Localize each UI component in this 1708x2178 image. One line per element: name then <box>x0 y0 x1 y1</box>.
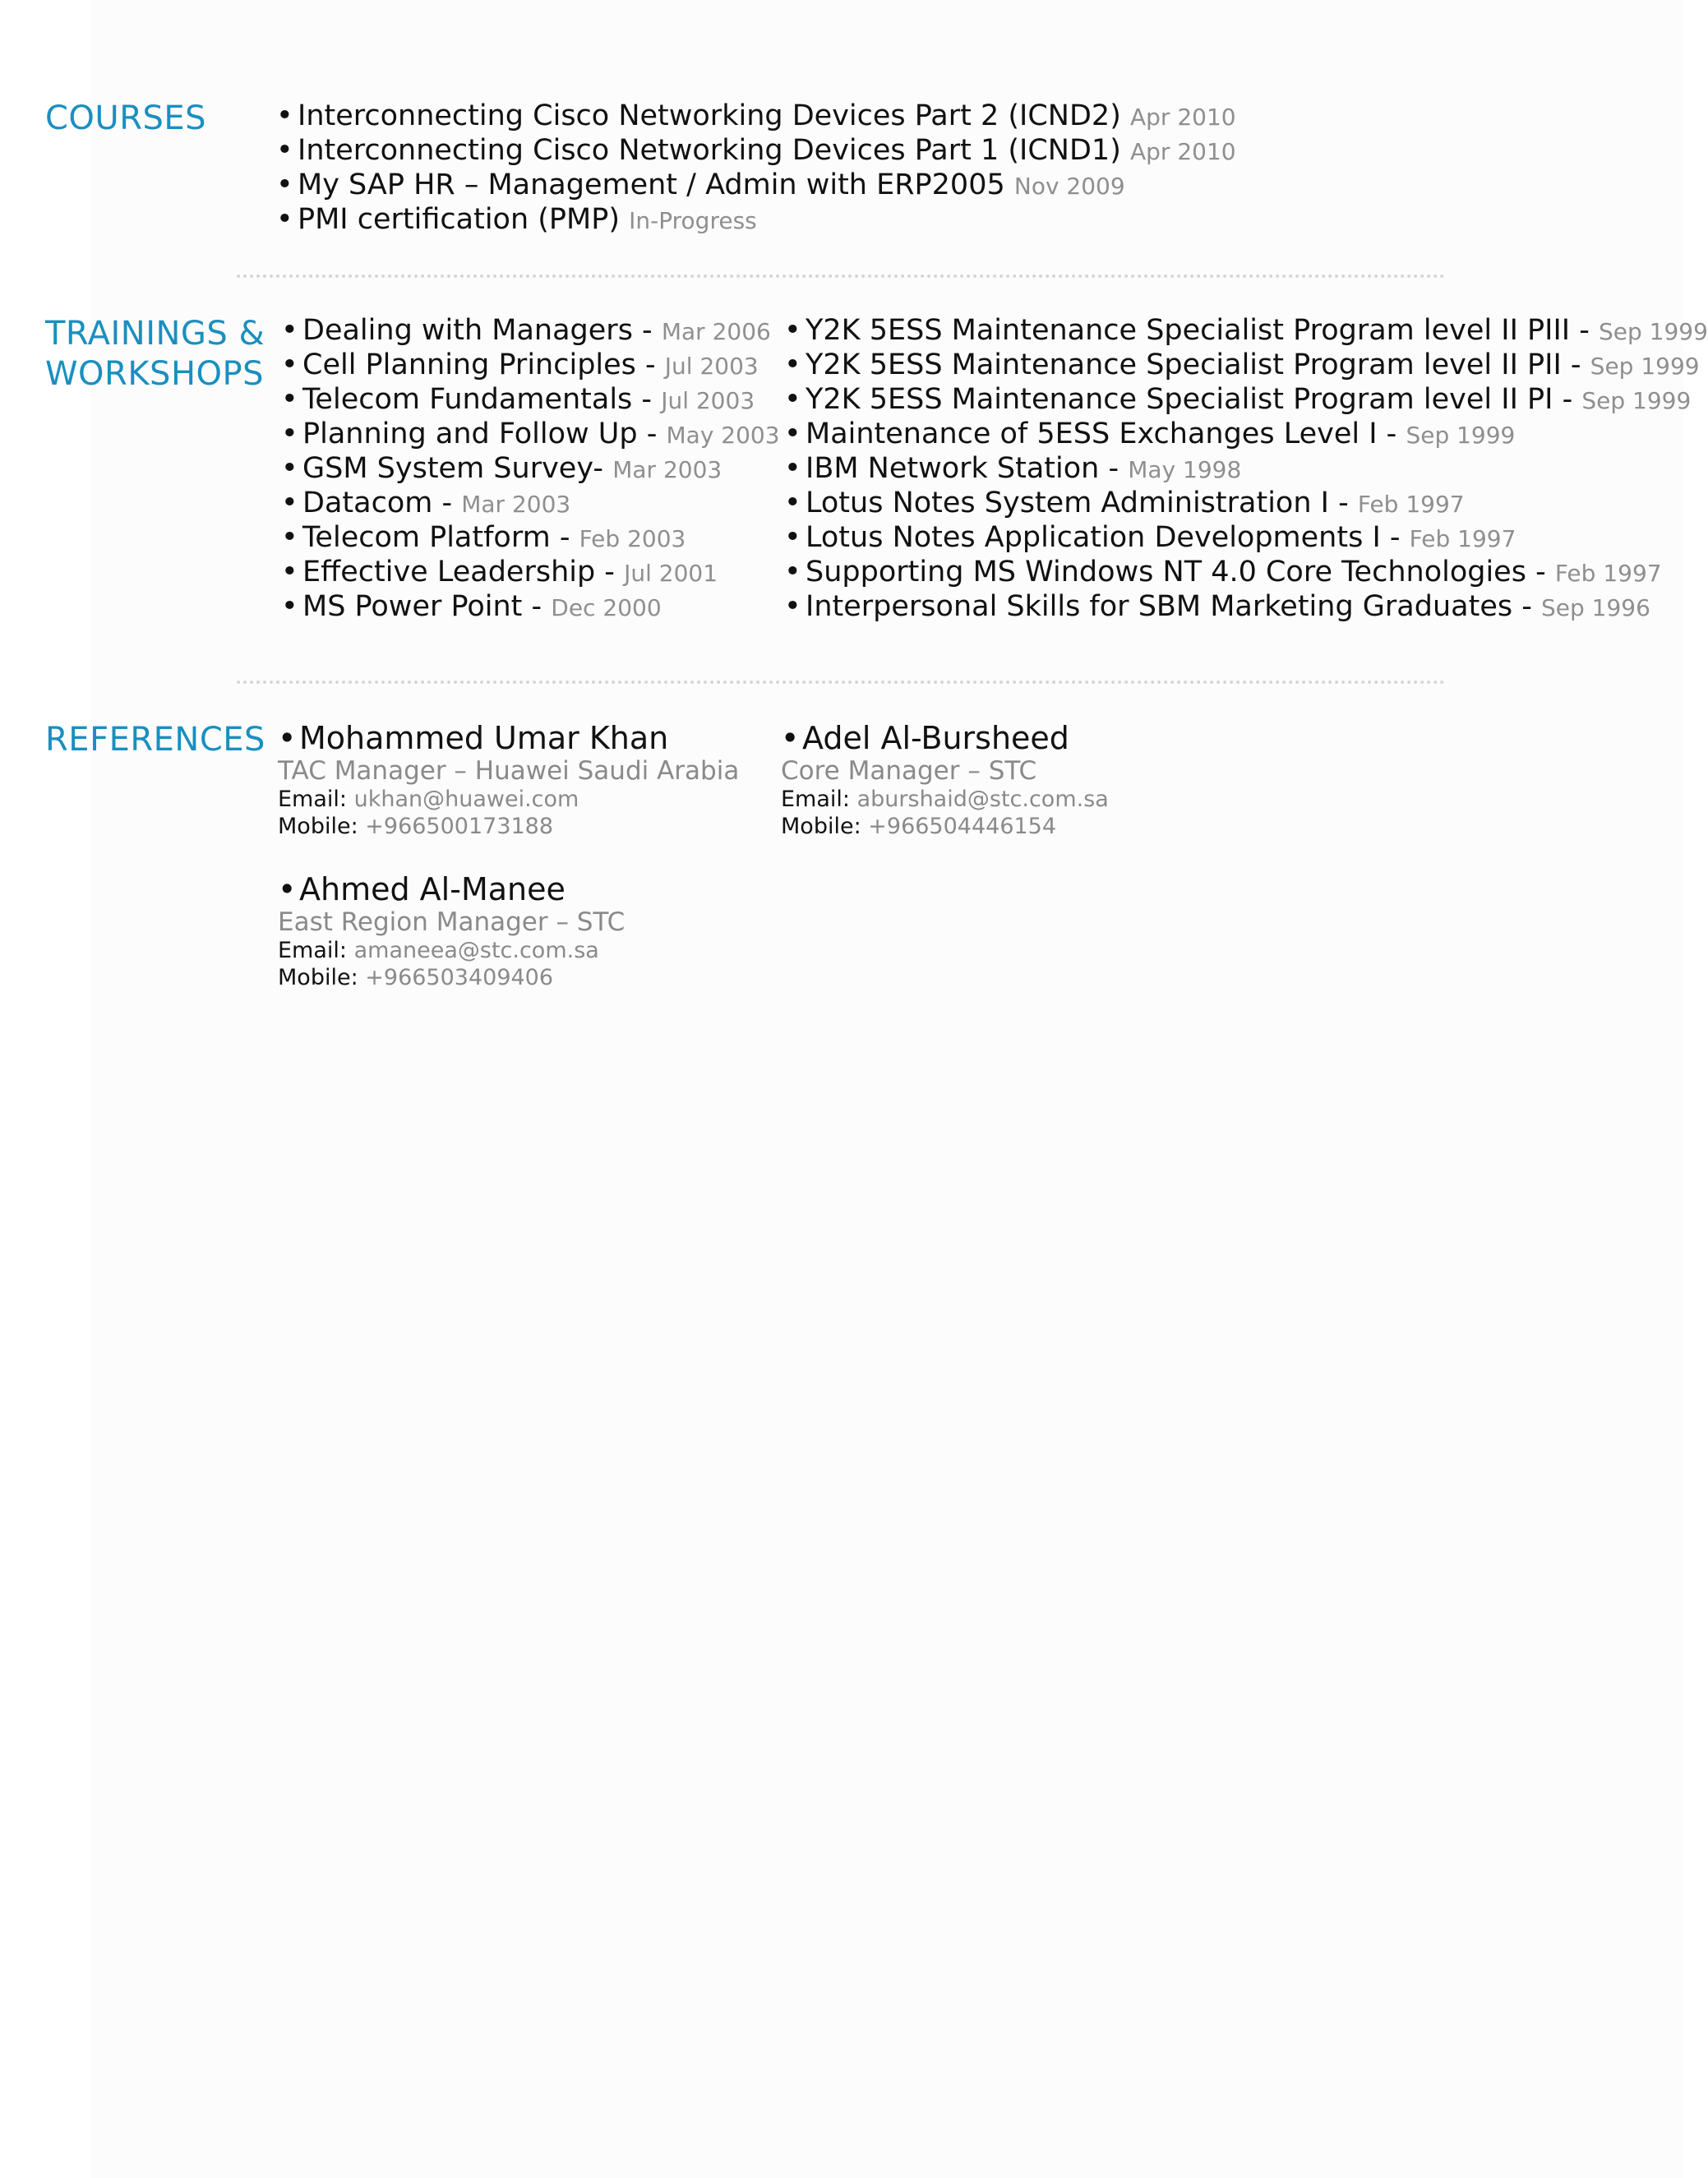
trainings-list-left <box>281 314 780 625</box>
training-title: Supporting MS Windows NT 4.0 Core Technologies - <box>806 556 1546 588</box>
course-date: Apr 2010 <box>1130 104 1236 131</box>
training-date: Mar 2003 <box>612 456 722 483</box>
training-date: Jul 2001 <box>624 560 718 587</box>
training-title: Y2K 5ESS Maintenance Specialist Program level II PIII - <box>806 314 1590 347</box>
reference-name-line <box>278 720 739 756</box>
bullet-icon: • <box>281 383 298 416</box>
bullet-icon: • <box>784 556 801 588</box>
reference-email: aburshaid@stc.com.sa <box>856 787 1109 812</box>
reference-name: Adel Al-Bursheed <box>802 720 1069 756</box>
training-title: Effective Leadership - <box>302 556 615 588</box>
reference-name-line <box>278 871 625 907</box>
training-title: Planning and Follow Up - <box>302 418 658 450</box>
list-item <box>281 452 780 487</box>
course-title: Interconnecting Cisco Networking Devices Part 2 (ICND2) <box>298 99 1121 132</box>
training-title: Interpersonal Skills for SBM Marketing Graduates - <box>806 590 1532 623</box>
training-title: Maintenance of 5ESS Exchanges Level I - <box>806 418 1397 450</box>
trainings-heading <box>45 314 265 395</box>
section-divider <box>237 681 1445 684</box>
training-date: May 1998 <box>1128 456 1242 483</box>
reference-role: Core Manager – STC <box>781 756 1037 786</box>
training-date: Mar 2006 <box>661 318 771 345</box>
training-title: Y2K 5ESS Maintenance Specialist Program level II PI - <box>806 383 1573 416</box>
section-divider <box>237 275 1445 278</box>
training-date: Dec 2000 <box>551 594 662 621</box>
reference-email: ukhan@huawei.com <box>353 787 579 812</box>
list-item <box>784 521 1708 556</box>
trainings-list-right <box>784 314 1708 625</box>
bullet-icon: • <box>784 521 801 554</box>
bullet-icon: • <box>281 521 298 554</box>
courses-heading: COURSES <box>45 99 207 137</box>
bullet-icon: • <box>281 487 298 519</box>
bullet-icon: • <box>784 418 801 450</box>
bullet-icon: • <box>281 452 298 485</box>
training-title: Y2K 5ESS Maintenance Specialist Program level II PII - <box>806 348 1581 381</box>
mobile-label: Mobile: <box>781 814 861 839</box>
training-date: Jul 2003 <box>664 353 759 380</box>
training-title: Lotus Notes System Administration I - <box>806 487 1349 519</box>
training-date: May 2003 <box>666 422 780 449</box>
training-title: Telecom Fundamentals - <box>302 383 653 416</box>
list-item <box>784 348 1708 383</box>
bullet-icon: • <box>781 720 800 756</box>
bullet-icon: • <box>276 99 293 132</box>
list-item <box>281 521 780 556</box>
reference-mobile-line <box>278 813 739 840</box>
bullet-icon: • <box>278 720 297 756</box>
mobile-label: Mobile: <box>278 965 358 990</box>
bullet-icon: • <box>276 203 293 236</box>
bullet-icon: • <box>784 487 801 519</box>
course-title: PMI certification (PMP) <box>298 203 620 236</box>
reference-card <box>278 871 625 991</box>
training-title: Dealing with Managers - <box>302 314 653 347</box>
reference-email-line <box>278 786 739 813</box>
list-item <box>276 99 1236 134</box>
training-title: IBM Network Station - <box>806 452 1119 485</box>
training-date: Sep 1996 <box>1541 594 1650 621</box>
list-item <box>276 168 1236 203</box>
bullet-icon: • <box>281 590 298 623</box>
training-date: Sep 1999 <box>1581 387 1692 414</box>
list-item <box>281 556 780 590</box>
email-label: Email: <box>781 787 851 812</box>
bullet-icon: • <box>784 383 801 416</box>
list-item <box>784 590 1708 625</box>
list-item <box>784 452 1708 487</box>
list-item <box>784 314 1708 348</box>
training-title: Cell Planning Principles - <box>302 348 656 381</box>
training-date: Sep 1999 <box>1590 353 1700 380</box>
course-date: Apr 2010 <box>1130 138 1236 165</box>
training-date: Jul 2003 <box>661 387 755 414</box>
bullet-icon: • <box>281 418 298 450</box>
reference-card <box>278 720 739 840</box>
reference-name-line <box>781 720 1109 756</box>
list-item <box>784 418 1708 452</box>
list-item <box>276 134 1236 168</box>
reference-email-line <box>278 937 625 964</box>
course-title: Interconnecting Cisco Networking Devices Part 1 (ICND1) <box>298 134 1121 167</box>
bullet-icon: • <box>276 168 293 201</box>
bullet-icon: • <box>281 348 298 381</box>
email-label: Email: <box>278 938 348 963</box>
list-item <box>276 203 1236 238</box>
training-title: Lotus Notes Application Developments I - <box>806 521 1401 554</box>
trainings-heading-line-1: TRAININGS & <box>45 315 265 353</box>
training-date: Feb 1997 <box>1357 491 1465 518</box>
list-item <box>281 383 780 418</box>
bullet-icon: • <box>784 590 801 623</box>
bullet-icon: • <box>281 556 298 588</box>
list-item <box>281 487 780 521</box>
training-title: Datacom - <box>302 487 453 519</box>
training-title: Telecom Platform - <box>302 521 570 554</box>
reference-role: East Region Manager – STC <box>278 907 625 937</box>
training-date: Feb 2003 <box>579 525 686 552</box>
list-item <box>784 383 1708 418</box>
courses-list <box>276 99 1236 238</box>
reference-mobile: +966504446154 <box>868 814 1057 839</box>
bullet-icon: • <box>784 314 801 347</box>
list-item <box>281 314 780 348</box>
bullet-icon: • <box>276 134 293 167</box>
reference-email: amaneea@stc.com.sa <box>353 938 599 963</box>
course-date: In-Progress <box>629 207 757 234</box>
trainings-heading-line-2: WORKSHOPS <box>45 355 265 393</box>
reference-email-line <box>781 786 1109 813</box>
reference-mobile: +966503409406 <box>365 965 554 990</box>
bullet-icon: • <box>281 314 298 347</box>
list-item <box>281 348 780 383</box>
training-date: Feb 1997 <box>1409 525 1516 552</box>
reference-mobile-line <box>781 813 1109 840</box>
training-date: Sep 1999 <box>1599 318 1708 345</box>
reference-role: TAC Manager – Huawei Saudi Arabia <box>278 756 740 786</box>
reference-mobile-line <box>278 964 625 991</box>
course-date: Nov 2009 <box>1013 173 1125 200</box>
training-date: Sep 1999 <box>1406 422 1516 449</box>
reference-mobile: +966500173188 <box>365 814 554 839</box>
email-label: Email: <box>278 787 348 812</box>
reference-card <box>781 720 1109 840</box>
training-title: MS Power Point - <box>302 590 542 623</box>
list-item <box>281 590 780 625</box>
references-heading: REFERENCES <box>45 721 265 759</box>
bullet-icon: • <box>784 452 801 485</box>
course-title: My SAP HR – Management / Admin with ERP2005 <box>298 168 1005 201</box>
mobile-label: Mobile: <box>278 814 358 839</box>
training-title: GSM System Survey- <box>302 452 604 485</box>
list-item <box>784 556 1708 590</box>
bullet-icon: • <box>278 871 297 907</box>
bullet-icon: • <box>784 348 801 381</box>
list-item <box>784 487 1708 521</box>
list-item <box>281 418 780 452</box>
training-date: Feb 1997 <box>1554 560 1662 587</box>
reference-name: Ahmed Al-Manee <box>299 871 565 907</box>
reference-name: Mohammed Umar Khan <box>299 720 669 756</box>
training-date: Mar 2003 <box>461 491 571 518</box>
